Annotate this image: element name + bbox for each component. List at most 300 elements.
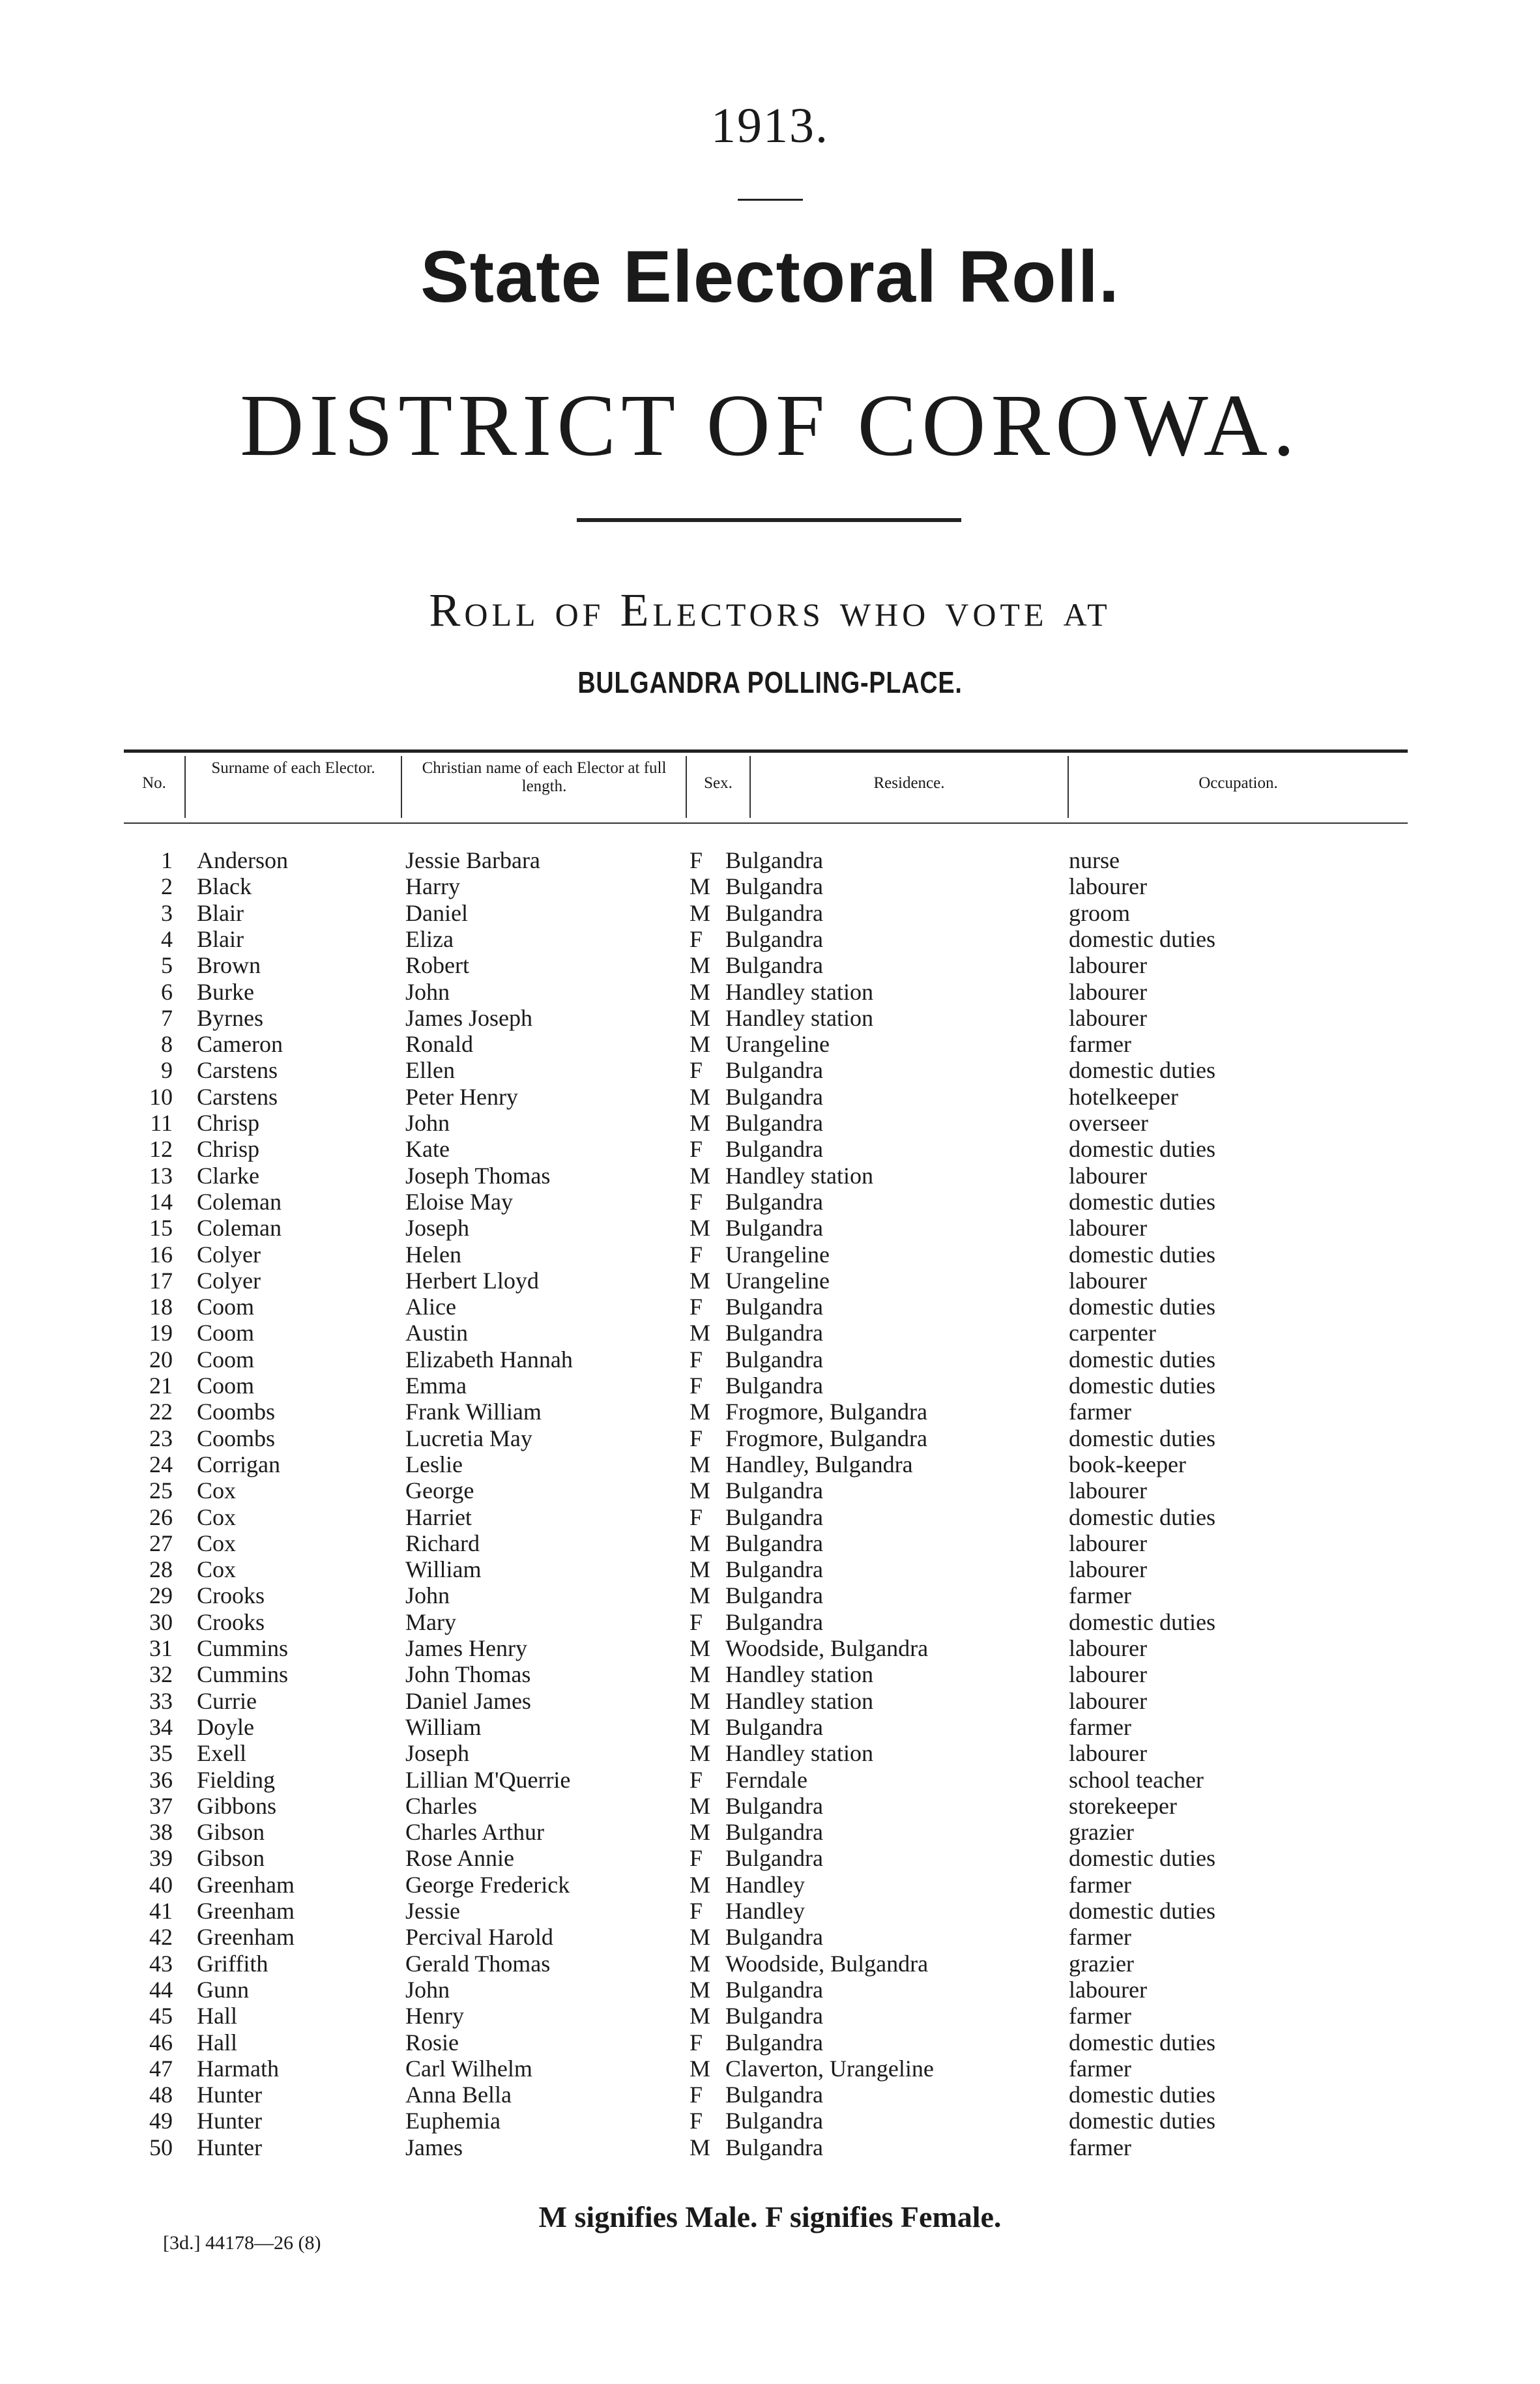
- cell-surname: Gunn: [197, 1976, 249, 2003]
- cell-surname: Cummins: [197, 1635, 289, 1661]
- cell-sex: F: [690, 1845, 703, 1872]
- cell-no: 1: [161, 847, 173, 873]
- cell-surname: Chrisp: [197, 1136, 260, 1163]
- table-row: [0, 1242, 1540, 1268]
- table-row: [0, 1425, 1540, 1451]
- cell-occupation: labourer: [1069, 1215, 1147, 1242]
- table-row: [0, 1057, 1540, 1083]
- cell-residence: Handley station: [725, 1162, 873, 1189]
- cell-sex: M: [690, 1871, 711, 1898]
- cell-christian: John: [405, 978, 450, 1005]
- table-row: [0, 1373, 1540, 1399]
- cell-christian: Alice: [405, 1294, 456, 1320]
- cell-sex: F: [690, 1241, 703, 1268]
- print-reference: [3d.] 44178—26 (8): [163, 2232, 321, 2254]
- column-separator: [184, 756, 186, 818]
- cell-no: 22: [149, 1399, 173, 1425]
- column-header-surname: Surname of each Elector.: [211, 759, 375, 777]
- cell-surname: Chrisp: [197, 1110, 260, 1136]
- cell-no: 37: [149, 1792, 173, 1819]
- cell-residence: Bulgandra: [725, 1582, 823, 1609]
- cell-surname: Cox: [197, 1530, 237, 1556]
- cell-no: 27: [149, 1530, 173, 1556]
- cell-christian: Charles: [405, 1792, 477, 1819]
- cell-no: 32: [149, 1661, 173, 1688]
- table-row: [0, 1767, 1540, 1793]
- cell-occupation: domestic duties: [1069, 1188, 1215, 1215]
- cell-christian: Mary: [405, 1608, 456, 1635]
- cell-surname: Crooks: [197, 1608, 265, 1635]
- cell-no: 23: [149, 1425, 173, 1451]
- cell-no: 28: [149, 1556, 173, 1583]
- cell-occupation: domestic duties: [1069, 925, 1215, 952]
- table-row: [0, 1215, 1540, 1241]
- cell-christian: Peter Henry: [405, 1083, 518, 1110]
- column-header-christian-name: Christian name of each Elector at full length.: [422, 759, 667, 795]
- cell-sex: M: [690, 1556, 711, 1583]
- cell-residence: Urangeline: [725, 1267, 830, 1294]
- cell-residence: Bulgandra: [725, 1556, 823, 1583]
- cell-christian: Emma: [405, 1373, 467, 1399]
- cell-christian: James: [405, 2134, 463, 2160]
- table-row: [0, 1793, 1540, 1819]
- cell-no: 7: [161, 1004, 173, 1031]
- cell-no: 46: [149, 2029, 173, 2056]
- cell-sex: F: [690, 1766, 703, 1793]
- cell-occupation: hotelkeeper: [1069, 1083, 1178, 1110]
- cell-no: 49: [149, 2108, 173, 2134]
- cell-surname: Colyer: [197, 1241, 261, 1268]
- cell-sex: F: [690, 1057, 703, 1084]
- cell-christian: Henry: [405, 2003, 464, 2029]
- cell-residence: Handley: [725, 1898, 805, 1924]
- cell-residence: Bulgandra: [725, 1110, 823, 1136]
- cell-residence: Bulgandra: [725, 2029, 823, 2056]
- cell-residence: Handley station: [725, 978, 873, 1005]
- cell-surname: Gibson: [197, 1819, 265, 1846]
- cell-sex: M: [690, 2003, 711, 2029]
- cell-christian: Herbert Lloyd: [405, 1267, 539, 1294]
- cell-occupation: storekeeper: [1069, 1792, 1177, 1819]
- cell-christian: Kate: [405, 1136, 450, 1163]
- cell-occupation: domestic duties: [1069, 1608, 1215, 1635]
- cell-residence: Bulgandra: [725, 1819, 823, 1846]
- cell-surname: Blair: [197, 899, 244, 926]
- cell-occupation: labourer: [1069, 1687, 1147, 1714]
- cell-surname: Coombs: [197, 1399, 276, 1425]
- cell-no: 36: [149, 1766, 173, 1793]
- cell-sex: M: [690, 952, 711, 979]
- cell-residence: Handley station: [725, 1687, 873, 1714]
- cell-occupation: domestic duties: [1069, 1898, 1215, 1924]
- cell-christian: Charles Arthur: [405, 1819, 544, 1846]
- cell-occupation: grazier: [1069, 1950, 1134, 1977]
- divider: [577, 518, 961, 522]
- table-row: [0, 2082, 1540, 2108]
- cell-no: 21: [149, 1373, 173, 1399]
- cell-sex: F: [690, 2108, 703, 2134]
- cell-surname: Carstens: [197, 1083, 278, 1110]
- table-row: [0, 1268, 1540, 1294]
- cell-no: 41: [149, 1898, 173, 1924]
- table-row: [0, 1556, 1540, 1582]
- table-row: [0, 1504, 1540, 1530]
- cell-sex: M: [690, 1950, 711, 1977]
- table-row: [0, 1084, 1540, 1110]
- table-row: [0, 1661, 1540, 1687]
- cell-residence: Bulgandra: [725, 2082, 823, 2108]
- table-row: [0, 1609, 1540, 1635]
- table-row: [0, 1951, 1540, 1977]
- cell-residence: Urangeline: [725, 1241, 830, 1268]
- cell-christian: Harriet: [405, 1504, 472, 1530]
- divider: [738, 199, 803, 201]
- cell-no: 48: [149, 2082, 173, 2108]
- table-row: [0, 1320, 1540, 1346]
- cell-christian: Joseph Thomas: [405, 1162, 551, 1189]
- cell-no: 35: [149, 1740, 173, 1767]
- table-row: [0, 2029, 1540, 2056]
- cell-christian: Austin: [405, 1320, 469, 1346]
- cell-christian: William: [405, 1713, 482, 1740]
- cell-residence: Handley station: [725, 1661, 873, 1688]
- cell-no: 4: [161, 925, 173, 952]
- cell-residence: Bulgandra: [725, 1215, 823, 1242]
- cell-christian: Lillian M'Querrie: [405, 1766, 571, 1793]
- cell-residence: Bulgandra: [725, 1608, 823, 1635]
- table-row: [0, 1740, 1540, 1766]
- cell-sex: M: [690, 1713, 711, 1740]
- cell-surname: Hunter: [197, 2134, 262, 2160]
- cell-sex: F: [690, 1294, 703, 1320]
- cell-sex: M: [690, 1004, 711, 1031]
- cell-residence: Bulgandra: [725, 1346, 823, 1373]
- cell-occupation: farmer: [1069, 1399, 1131, 1425]
- cell-no: 39: [149, 1845, 173, 1872]
- cell-surname: Harmath: [197, 2055, 279, 2082]
- cell-christian: William: [405, 1556, 482, 1583]
- cell-occupation: book-keeper: [1069, 1451, 1186, 1477]
- cell-occupation: farmer: [1069, 1031, 1131, 1058]
- cell-surname: Doyle: [197, 1713, 254, 1740]
- table-row: [0, 2134, 1540, 2160]
- cell-no: 19: [149, 1320, 173, 1346]
- cell-christian: Lucretia May: [405, 1425, 532, 1451]
- cell-sex: M: [690, 1661, 711, 1688]
- cell-residence: Claverton, Urangeline: [725, 2055, 934, 2082]
- cell-surname: Hall: [197, 2003, 237, 2029]
- cell-christian: James Henry: [405, 1635, 527, 1661]
- cell-no: 8: [161, 1031, 173, 1058]
- cell-occupation: grazier: [1069, 1819, 1134, 1846]
- table-row: [0, 847, 1540, 873]
- cell-no: 16: [149, 1241, 173, 1268]
- roll-heading: Roll of Electors who vote at: [429, 584, 1111, 636]
- cell-occupation: domestic duties: [1069, 1845, 1215, 1872]
- cell-occupation: groom: [1069, 899, 1130, 926]
- cell-sex: M: [690, 1635, 711, 1661]
- cell-occupation: domestic duties: [1069, 1504, 1215, 1530]
- cell-no: 43: [149, 1950, 173, 1977]
- table-row: [0, 979, 1540, 1005]
- document-title: State Electoral Roll.: [420, 236, 1120, 317]
- cell-occupation: carpenter: [1069, 1320, 1156, 1346]
- cell-occupation: labourer: [1069, 1635, 1147, 1661]
- cell-sex: M: [690, 2134, 711, 2160]
- cell-sex: M: [690, 1819, 711, 1846]
- cell-christian: Jessie Barbara: [405, 847, 540, 873]
- cell-christian: Ronald: [405, 1031, 473, 1058]
- cell-occupation: farmer: [1069, 2003, 1131, 2029]
- cell-occupation: farmer: [1069, 1713, 1131, 1740]
- cell-residence: Bulgandra: [725, 1504, 823, 1530]
- cell-sex: F: [690, 1188, 703, 1215]
- table-row: [0, 1346, 1540, 1373]
- cell-residence: Bulgandra: [725, 1477, 823, 1504]
- cell-christian: Ellen: [405, 1057, 455, 1084]
- cell-surname: Coom: [197, 1346, 255, 1373]
- cell-residence: Woodside, Bulgandra: [725, 1950, 929, 1977]
- cell-no: 47: [149, 2055, 173, 2082]
- cell-christian: Carl Wilhelm: [405, 2055, 532, 2082]
- cell-christian: George: [405, 1477, 474, 1504]
- cell-christian: John: [405, 1110, 450, 1136]
- table-row: [0, 1582, 1540, 1608]
- table-row: [0, 1635, 1540, 1661]
- cell-occupation: domestic duties: [1069, 1241, 1215, 1268]
- cell-residence: Bulgandra: [725, 1320, 823, 1346]
- cell-surname: Corrigan: [197, 1451, 280, 1477]
- cell-sex: M: [690, 899, 711, 926]
- column-header-sex: Sex.: [704, 774, 733, 792]
- cell-christian: John Thomas: [405, 1661, 531, 1688]
- cell-occupation: farmer: [1069, 1871, 1131, 1898]
- cell-residence: Bulgandra: [725, 1530, 823, 1556]
- cell-residence: Bulgandra: [725, 1057, 823, 1084]
- cell-no: 31: [149, 1635, 173, 1661]
- cell-surname: Clarke: [197, 1162, 259, 1189]
- cell-residence: Handley station: [725, 1004, 873, 1031]
- cell-no: 25: [149, 1477, 173, 1504]
- table-row: [0, 926, 1540, 952]
- cell-christian: Frank William: [405, 1399, 542, 1425]
- table-row: [0, 952, 1540, 978]
- district-title: DISTRICT OF COROWA.: [240, 377, 1300, 474]
- cell-surname: Coleman: [197, 1215, 282, 1242]
- cell-residence: Handley, Bulgandra: [725, 1451, 913, 1477]
- cell-sex: M: [690, 1031, 711, 1058]
- cell-occupation: domestic duties: [1069, 2082, 1215, 2108]
- cell-sex: F: [690, 2029, 703, 2056]
- cell-residence: Urangeline: [725, 1031, 830, 1058]
- table-row: [0, 1477, 1540, 1504]
- cell-christian: Helen: [405, 1241, 461, 1268]
- cell-christian: George Frederick: [405, 1871, 570, 1898]
- cell-surname: Black: [197, 873, 252, 900]
- cell-christian: Gerald Thomas: [405, 1950, 551, 1977]
- polling-place-title: BULGANDRA POLLING-PLACE.: [577, 665, 963, 699]
- cell-no: 29: [149, 1582, 173, 1609]
- cell-residence: Woodside, Bulgandra: [725, 1635, 929, 1661]
- cell-surname: Coom: [197, 1373, 255, 1399]
- cell-sex: M: [690, 1740, 711, 1767]
- cell-surname: Carstens: [197, 1057, 278, 1084]
- table-row: [0, 2056, 1540, 2082]
- cell-surname: Cox: [197, 1504, 237, 1530]
- cell-surname: Colyer: [197, 1267, 261, 1294]
- cell-surname: Coleman: [197, 1188, 282, 1215]
- table-row: [0, 1530, 1540, 1556]
- cell-residence: Bulgandra: [725, 952, 823, 979]
- cell-surname: Cameron: [197, 1031, 283, 1058]
- cell-residence: Bulgandra: [725, 2134, 823, 2160]
- cell-residence: Bulgandra: [725, 1136, 823, 1163]
- year-heading: 1913.: [711, 98, 829, 153]
- cell-no: 24: [149, 1451, 173, 1477]
- cell-christian: Rose Annie: [405, 1845, 514, 1872]
- cell-surname: Griffith: [197, 1950, 269, 1977]
- table-row: [0, 1294, 1540, 1320]
- cell-no: 38: [149, 1819, 173, 1846]
- cell-sex: M: [690, 1162, 711, 1189]
- cell-surname: Hunter: [197, 2082, 262, 2108]
- cell-no: 33: [149, 1687, 173, 1714]
- cell-sex: M: [690, 1792, 711, 1819]
- cell-residence: Bulgandra: [725, 847, 823, 873]
- cell-no: 6: [161, 978, 173, 1005]
- cell-surname: Coom: [197, 1294, 255, 1320]
- cell-sex: M: [690, 1530, 711, 1556]
- cell-surname: Crooks: [197, 1582, 265, 1609]
- cell-christian: Richard: [405, 1530, 480, 1556]
- cell-residence: Bulgandra: [725, 1294, 823, 1320]
- cell-surname: Greenham: [197, 1924, 295, 1951]
- cell-surname: Exell: [197, 1740, 246, 1767]
- cell-occupation: school teacher: [1069, 1766, 1204, 1793]
- cell-no: 10: [149, 1083, 173, 1110]
- cell-surname: Currie: [197, 1687, 257, 1714]
- cell-christian: Harry: [405, 873, 460, 900]
- cell-occupation: farmer: [1069, 1924, 1131, 1951]
- table-header-bottom-rule: [124, 822, 1408, 824]
- cell-occupation: nurse: [1069, 847, 1120, 873]
- cell-christian: Joseph: [405, 1215, 469, 1242]
- cell-sex: F: [690, 847, 703, 873]
- cell-occupation: domestic duties: [1069, 1425, 1215, 1451]
- cell-occupation: labourer: [1069, 1162, 1147, 1189]
- cell-no: 13: [149, 1162, 173, 1189]
- cell-christian: Eloise May: [405, 1188, 513, 1215]
- cell-occupation: domestic duties: [1069, 2029, 1215, 2056]
- cell-residence: Bulgandra: [725, 1924, 823, 1951]
- cell-no: 40: [149, 1871, 173, 1898]
- table-header-top-rule: [124, 749, 1408, 753]
- cell-occupation: labourer: [1069, 1004, 1147, 1031]
- cell-occupation: labourer: [1069, 1530, 1147, 1556]
- cell-christian: Eliza: [405, 925, 454, 952]
- table-row: [0, 1136, 1540, 1162]
- cell-residence: Bulgandra: [725, 1083, 823, 1110]
- cell-no: 14: [149, 1188, 173, 1215]
- cell-surname: Greenham: [197, 1871, 295, 1898]
- cell-sex: M: [690, 1451, 711, 1477]
- cell-no: 18: [149, 1294, 173, 1320]
- cell-residence: Frogmore, Bulgandra: [725, 1425, 927, 1451]
- cell-occupation: labourer: [1069, 1661, 1147, 1688]
- cell-surname: Fielding: [197, 1766, 276, 1793]
- cell-surname: Hall: [197, 2029, 237, 2056]
- cell-surname: Greenham: [197, 1898, 295, 1924]
- cell-occupation: domestic duties: [1069, 1373, 1215, 1399]
- cell-residence: Bulgandra: [725, 925, 823, 952]
- cell-occupation: farmer: [1069, 2134, 1131, 2160]
- column-separator: [401, 756, 402, 818]
- cell-sex: M: [690, 1320, 711, 1346]
- cell-sex: M: [690, 1687, 711, 1714]
- cell-christian: John: [405, 1976, 450, 2003]
- cell-sex: F: [690, 1425, 703, 1451]
- cell-sex: M: [690, 1267, 711, 1294]
- cell-no: 20: [149, 1346, 173, 1373]
- cell-sex: M: [690, 1477, 711, 1504]
- cell-sex: M: [690, 1110, 711, 1136]
- cell-occupation: labourer: [1069, 1477, 1147, 1504]
- table-row: [0, 1451, 1540, 1477]
- cell-no: 9: [161, 1057, 173, 1084]
- table-row: [0, 1898, 1540, 1924]
- table-row: [0, 1031, 1540, 1057]
- table-row: [0, 873, 1540, 899]
- table-row: [0, 1845, 1540, 1871]
- cell-no: 3: [161, 899, 173, 926]
- cell-christian: Joseph: [405, 1740, 469, 1767]
- cell-occupation: domestic duties: [1069, 1294, 1215, 1320]
- cell-occupation: domestic duties: [1069, 1057, 1215, 1084]
- cell-residence: Handley station: [725, 1740, 873, 1767]
- cell-occupation: domestic duties: [1069, 1136, 1215, 1163]
- cell-surname: Coombs: [197, 1425, 276, 1451]
- table-row: [0, 900, 1540, 926]
- cell-residence: Bulgandra: [725, 2108, 823, 2134]
- sex-legend: M signifies Male. F signifies Female.: [538, 2200, 1002, 2233]
- cell-no: 45: [149, 2003, 173, 2029]
- cell-occupation: labourer: [1069, 1976, 1147, 2003]
- cell-occupation: labourer: [1069, 1267, 1147, 1294]
- cell-occupation: farmer: [1069, 1582, 1131, 1609]
- cell-christian: Elizabeth Hannah: [405, 1346, 573, 1373]
- cell-christian: James Joseph: [405, 1004, 532, 1031]
- cell-christian: John: [405, 1582, 450, 1609]
- table-row: [0, 1924, 1540, 1950]
- cell-residence: Bulgandra: [725, 899, 823, 926]
- cell-residence: Bulgandra: [725, 2003, 823, 2029]
- table-row: [0, 1005, 1540, 1031]
- cell-no: 34: [149, 1713, 173, 1740]
- cell-sex: M: [690, 1083, 711, 1110]
- table-row: [0, 1688, 1540, 1714]
- cell-surname: Cox: [197, 1556, 237, 1583]
- table-row: [0, 1189, 1540, 1215]
- cell-residence: Bulgandra: [725, 873, 823, 900]
- cell-occupation: domestic duties: [1069, 1346, 1215, 1373]
- column-header-no: No.: [142, 774, 166, 792]
- cell-no: 5: [161, 952, 173, 979]
- cell-christian: Jessie: [405, 1898, 460, 1924]
- cell-residence: Bulgandra: [725, 1976, 823, 2003]
- cell-surname: Coom: [197, 1320, 255, 1346]
- cell-occupation: farmer: [1069, 2055, 1131, 2082]
- cell-sex: M: [690, 1399, 711, 1425]
